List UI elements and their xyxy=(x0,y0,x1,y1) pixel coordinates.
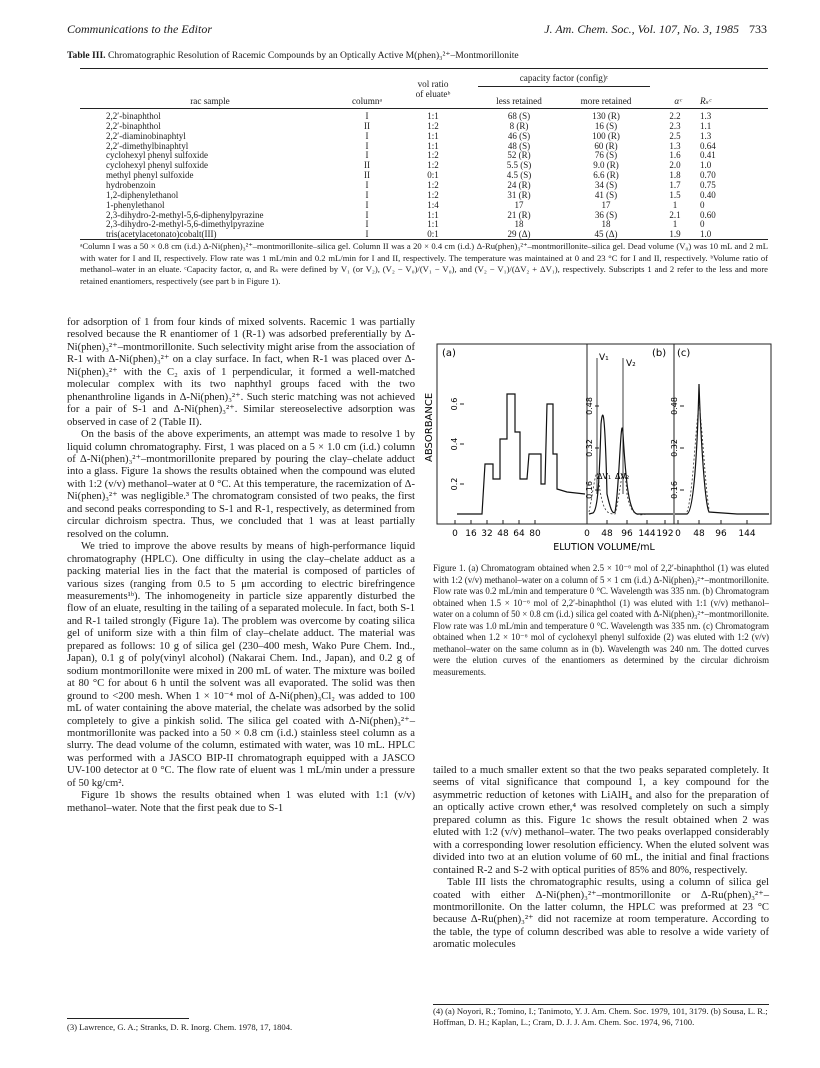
table-cell: 1 xyxy=(672,199,678,210)
table-cell: 2.0 xyxy=(669,160,681,171)
table-cell: II xyxy=(364,160,370,171)
table-cell: 0:1 xyxy=(427,170,439,181)
table-cell: 1.0 xyxy=(700,229,712,240)
header-vol-ratio-2: of eluateᵇ xyxy=(415,89,451,99)
trace-a xyxy=(457,394,585,514)
table-top-rule xyxy=(80,68,768,69)
journal-citation: J. Am. Chem. Soc., Vol. 107, No. 3, 1985 733 xyxy=(544,22,767,36)
table-cell: 31 (R) xyxy=(507,189,531,200)
header-less-retained: less retained xyxy=(496,96,542,106)
table-cell: 21 (R) xyxy=(507,209,531,220)
trace-c xyxy=(675,384,769,514)
y-tick-label: 0.16 xyxy=(670,481,679,499)
table-cell: 4.5 (S) xyxy=(506,170,532,181)
table-cell: 0.40 xyxy=(700,189,716,200)
table-cell: II xyxy=(364,170,370,181)
y-tick-label: 0.2 xyxy=(450,477,459,491)
table-cell: 46 (S) xyxy=(507,130,531,141)
x-tick-label: 144 xyxy=(638,529,656,539)
table-cell: 1:1 xyxy=(427,140,439,151)
table-cell: 17 xyxy=(514,199,524,210)
reference-4: (4) (a) Noyori, R.; Tomino, I.; Tanimoto, Y. J. Am. Chem. Soc. 1979, 101, 3179. (b) Sousa, L. R.; Hoffman, D. H.; Kaplan, L.; Cram, D. J. J. Am. Chem. Soc. 1974, 96, 7100. xyxy=(433,1006,768,1028)
paragraph: We tried to improve the above results by means of high-performance liquid chromatography (HPLC). One difficulty in using the clay–chelate adduct as a packing material lies in the fact that the material is composed of particles of various sizes (ranging from 0.5 to 5 μm according to electric birefringence measurements¹ᵇ). The inhomogeneity in particle size apparently disturbed the flow of an eluate, resulting in the tailing of a separated molecule. In fact, both S-1 and R-1 tailed strongly (Figure 1a). The problem was overcome by coating silica gel of uniform size with a thin film of clay–chelate adduct. The material was prepared as follows: 10 g of silica gel (230–400 mesh, Wako Pure Chem. Ind., Japan), 0.1 g of poly(vinyl alcohol) (Nakarai Chem. Ind., Japan), and 0.2 g of sodium montmorillonite were mixed in 200 mL of water. The mixture was boiled at 80 °C for about 6 h until the solvent was all evaporated. The solid was then ground to <200 mesh. When 1 × 10⁻⁴ mol of Δ-Ni(phen)₃Cl₂ was added to 100 mL of water containing the above material, the chelate was adsorbed by the solid completely to give a pinkish solid. The silica gel coated with Δ-Ni(phen)₃²⁺–montmorillonite was packed into a 50 × 0.8 cm (i.d.) stainless steel column as a slurry. The dead volume of the column, estimated with water, was 10 mL. HPLC was performed with a JASCO BIP-II chromatograph equipped with a JASCO UV-100 detector at 0 °C. The flow rate of eluent was 1 mL/min under a pressure of 50 kg/cm². xyxy=(67,541,415,789)
table-title: Chromatographic Resolution of Racemic Compounds by an Optically Active M(phen)₃²⁺–Montmorillonite xyxy=(107,50,519,61)
table-cell: I xyxy=(365,219,369,230)
x-tick-label: 144 xyxy=(738,529,756,539)
table-cell: 45 (Δ) xyxy=(594,229,618,240)
table-cell: 60 (R) xyxy=(594,140,618,151)
panel-label-a: (a) xyxy=(442,348,456,359)
header-rs: Rₛᶜ xyxy=(700,96,712,106)
table-cell: 1.8 xyxy=(669,170,681,181)
x-tick-label: 0 xyxy=(675,529,681,539)
table-cell: I xyxy=(365,229,369,240)
v2-label: V₂ xyxy=(626,359,636,369)
table-row-sample: 1,2-diphenylethanol xyxy=(106,189,179,200)
table-cell: 41 (S) xyxy=(594,189,618,200)
v1-label: V₁ xyxy=(599,353,609,363)
table-cell: 2.2 xyxy=(669,111,681,121)
paragraph: On the basis of the above experiments, an attempt was made to resolve 1 by liquid column chromatography. First, 1 was placed on a 5 × 1.0 cm (i.d.) column of Δ-Ni(phen)₃²⁺–montmorillonite prepared by pouring the clay–chelate adduct into a glass. Figure 1a shows the results obtained when the compound was eluted with 1:2 (v/v) methanol–water at 0 °C. At this temperature, the racemization of Δ-Ni(phen)₃²⁺ was negligible.³ The chromatogram consisted of two peaks, the first and second peaks corresponding to S-1 and R-1, respectively, as determined from circular dichroism spectra. Thus, we concluded that 1 was at least partially resolved on the column. xyxy=(67,429,415,540)
table-cell: 52 (R) xyxy=(507,150,531,161)
header-capacity-factor: capacity factor (config)ᶜ xyxy=(519,73,609,83)
table-cell: 1.1 xyxy=(700,120,712,131)
table-cell: 130 (R) xyxy=(592,111,620,121)
table-cell: 2.3 xyxy=(669,120,681,131)
table-cell: 34 (S) xyxy=(594,179,618,190)
table-row-sample: tris(acetylacetonato)cobalt(III) xyxy=(106,229,217,240)
header-rac-sample: rac sample xyxy=(190,96,230,106)
table-cell: 0.64 xyxy=(700,140,716,151)
y-tick-label: 0.48 xyxy=(585,397,594,415)
table-cell: 17 xyxy=(601,199,611,210)
table-cell: 18 xyxy=(601,219,611,230)
table-cell: 18 xyxy=(514,219,524,230)
table-cell: 1:2 xyxy=(427,189,439,200)
table-cell: 0.41 xyxy=(700,150,716,161)
y-tick-label: 0.32 xyxy=(585,439,594,457)
table-label: Table III. xyxy=(67,50,106,61)
table-cell: 1.3 xyxy=(669,140,681,151)
table-cell: I xyxy=(365,189,369,200)
table-cell: 1:2 xyxy=(427,150,439,161)
y-axis-label: ABSORBANCE xyxy=(424,392,435,462)
x-axis-label: ELUTION VOLUME/mL xyxy=(553,542,655,553)
x-tick-label: 0 xyxy=(584,529,590,539)
table-bottom-rule xyxy=(80,239,768,240)
table-row-sample: 2,3-dihydro-2-methyl-5,6-dimethylpyrazine xyxy=(106,219,264,230)
footnote-rule-left xyxy=(67,1018,189,1019)
table-header-rule xyxy=(80,108,768,109)
table-cell: 0:1 xyxy=(427,229,439,240)
table-cell: 1:4 xyxy=(427,199,439,210)
x-tick-label: 48 xyxy=(497,529,509,539)
table-cell: 16 (S) xyxy=(594,120,618,131)
x-tick-label: 16 xyxy=(465,529,477,539)
figure-caption: Figure 1. (a) Chromatogram obtained when 2.5 × 10⁻⁶ mol of 2,2′-binaphthol (1) was eluted with 1:2 (v/v) methanol–water on a column of 5 × 1 cm (i.d.) Δ-Ni(phen)₃²⁺–montmorillonite. Flow rate was 0.2 mL/min and temperature 0 °C. Wavelength was 335 nm. (b) Chromatogram obtained when 1.5 × 10⁻⁶ mol of 2,2′-binaphthol (1) was eluted with 1:1 (v/v) methanol–water on a column of 50 × 0.8 cm (i.d.) silica gel coated with Δ-Ni(phen)₃²⁺–montmorillonite. Flow rate was 1.0 mL/min and temperature 0 °C. Wavelength was 335 nm. (c) Chromatogram obtained when 1.2 × 10⁻⁶ mol of cyclohexyl phenyl sulfoxide (2) was eluted with 1:2 (v/v) methanol–water on the same column as in (b). Wavelength was 240 nm. The dotted curves were the elution curves of the enantiomers as determined by the circular dichroism measurements. xyxy=(433,563,769,677)
delta-v2-label: ΔV₂ xyxy=(615,472,630,481)
table-cell: 0 xyxy=(700,199,705,210)
table-cell: 1.3 xyxy=(700,130,712,141)
x-tick-label: 64 xyxy=(513,529,525,539)
paragraph: tailed to a much smaller extent so that the two peaks separated completely. It seems of vital significance that compound 1, a key compound for the asymmetric reduction of ketones with LiAlH₄ and also for the preparation of an optically active crown ether,⁴ was resolved completely on such a simply prepared column as this. Figure 1c shows the result obtained when 2 was eluted with 1:2 (v/v) methanol–water. The two peaks overlapped considerably with a corresponding lower resolution efficiency. When the eluted solvent was divided into two at an elution volume of 60 mL, the initial and final fractions contained R-2 and S-2 with optical purities of 85% and 80%, respectively. xyxy=(433,765,769,876)
table-row-sample: 2,2′-binaphthol xyxy=(106,111,161,121)
x-tick-label: 96 xyxy=(715,529,727,539)
paragraph: Figure 1b shows the results obtained when 1 was eluted with 1:1 (v/v) methanol–water. Note that the first peak due to S-1 xyxy=(67,790,415,814)
table-cell: I xyxy=(365,150,369,161)
table-cell: 76 (S) xyxy=(594,150,618,161)
y-tick-label: 0.4 xyxy=(450,437,459,451)
table-cell: 1.3 xyxy=(700,111,712,121)
table-cell: 1.5 xyxy=(669,189,681,200)
table-group-rule xyxy=(478,86,650,87)
table-row-sample: methyl phenyl sulfoxide xyxy=(106,170,194,181)
table-cell: I xyxy=(365,209,369,220)
x-tick-label: 48 xyxy=(693,529,705,539)
table-cell: 0.75 xyxy=(700,179,716,190)
table-cell: 48 (S) xyxy=(507,140,531,151)
delta-v1-label: ΔV₁ xyxy=(597,472,612,481)
plot-frame xyxy=(437,344,771,524)
header-column: columnᵃ xyxy=(351,96,383,106)
paragraph: for adsorption of 1 from four kinds of mixed solvents. Racemic 1 was partially resolved because the R enantiomer of 1 (R-1) was adsorbed preferentially by Δ-Ni(phen)₃²⁺–montmorillonite. Such selectivity might arise from the association of R-1 with Δ-Ni(phen)₃²⁺ on a clay surface. In fact, when R-1 was placed over Δ-Ni(phen)₃²⁺ with the C₂ axis of 1 perpendicular, it formed a well-matched molecular complex with its two naphthyl groups faced with the two phenanthroline ligands in Δ-Ni(phen)₃²⁺. Such steric matching was not achieved for a pair of S-1 and Δ-Ni(phen)₃²⁺. Similar stereoselective adsorption was observed in case of 2 (Table II). xyxy=(67,317,415,428)
panel-label-b: (b) xyxy=(652,348,667,359)
x-tick-label: 48 xyxy=(601,529,613,539)
table-cell: 1:2 xyxy=(427,120,439,131)
page-number: 733 xyxy=(749,22,767,36)
table-cell: 2.1 xyxy=(669,209,681,220)
table-footnote: ᵃColumn I was a 50 × 0.8 cm (i.d.) Δ-Ni(phen)₃²⁺–montmorillonite–silica gel. Column II was a 20 × 0.4 cm (i.d.) Δ-Ru(phen)₃²⁺–montmorillonite–silica gel. Dead volume (V₀) was 10 mL and 2 mL with water for I and II, respectively. Flow rate was 1 mL/min and 0.2 mL/min for I and II, respectively. The temperature was maintained at 0 and 23 °C for I and II, respectively. ᵇVolume ratio of methanol–water in an eluate. ᶜCapacity factor, α, and Rₛ were defined by V₁ (or V₂), (V₂ − V₀)/(V₁ − V₀), and (V₂ − V₁)/(ΔV₂ + ΔV₁), respectively. Subscripts 1 and 2 refer to the less and more retained enantiomers, respectively (see part b in Figure 1). xyxy=(80,241,768,286)
table-cell: 24 (R) xyxy=(507,179,531,190)
y-tick-label: 0.48 xyxy=(670,397,679,415)
table-cell: 8 (R) xyxy=(509,120,529,131)
table-cell: 6.6 (R) xyxy=(593,170,619,181)
table-cell: 9.0 (R) xyxy=(593,160,619,171)
footnote-rule-right xyxy=(433,1004,769,1005)
table-cell: 1.7 xyxy=(669,179,681,190)
table-row-sample: 1-phenylethanol xyxy=(106,199,165,210)
table-cell: 68 (S) xyxy=(507,111,531,121)
table-cell: 100 (R) xyxy=(592,130,620,141)
panel-label-c: (c) xyxy=(677,348,691,359)
running-header xyxy=(67,22,767,38)
y-tick-label: 0.6 xyxy=(450,397,459,411)
header-vol-ratio-1: vol ratio xyxy=(417,79,449,89)
table-cell: I xyxy=(365,199,369,210)
table-cell: 1.9 xyxy=(669,229,681,240)
table-cell: I xyxy=(365,130,369,141)
y-tick-label: 0.32 xyxy=(670,439,679,457)
table-cell: 36 (S) xyxy=(594,209,618,220)
x-tick-label: 32 xyxy=(481,529,493,539)
chromatogram-plot xyxy=(424,344,771,562)
table-cell: 1 xyxy=(672,219,678,230)
table-cell: 1:1 xyxy=(427,111,439,121)
trace-b xyxy=(589,415,673,514)
table-cell: 5.5 (S) xyxy=(506,160,532,171)
table-cell: 1:1 xyxy=(427,219,439,230)
reference-3: (3) Lawrence, G. A.; Stranks, D. R. Inorg. Chem. 1978, 17, 1804. xyxy=(67,1022,293,1032)
table-cell: II xyxy=(364,120,370,131)
table-cell: I xyxy=(365,179,369,190)
table-cell: I xyxy=(365,140,369,151)
x-tick-label: 80 xyxy=(529,529,541,539)
right-column xyxy=(433,765,769,1025)
table-cell: 1.0 xyxy=(700,160,712,171)
table-row-sample: 2,2′-binaphthol xyxy=(106,120,161,131)
section-title: Communications to the Editor xyxy=(67,22,212,36)
header-alpha: αᶜ xyxy=(674,96,682,106)
table-cell: I xyxy=(365,111,369,121)
table-caption xyxy=(67,50,767,61)
table-cell: 0.70 xyxy=(700,170,716,181)
table-row-sample: hydrobenzoin xyxy=(106,179,156,190)
table-cell: 0.60 xyxy=(700,209,716,220)
header-more-retained: more retained xyxy=(580,96,632,106)
table-cell: 1:2 xyxy=(427,179,439,190)
y-tick-label: 0.16 xyxy=(585,481,594,499)
table-row-sample: 2,2′-dimethylbinaphtyl xyxy=(106,140,189,151)
table-cell: 2.5 xyxy=(669,130,681,141)
table-cell: 0 xyxy=(700,219,705,230)
x-tick-label: 0 xyxy=(452,529,458,539)
table-cell: 1:1 xyxy=(427,130,439,141)
table-cell: 1.6 xyxy=(669,150,681,161)
table-row-sample: 2,2′-diaminobinaphtyl xyxy=(106,130,186,141)
x-tick-label: 96 xyxy=(621,529,633,539)
table-row-sample: 2,3-dihydro-2-methyl-5,6-diphenylpyrazine xyxy=(106,209,264,220)
table-row-sample: cyclohexyl phenyl sulfoxide xyxy=(106,150,208,161)
figure-1 xyxy=(424,344,771,562)
x-tick-label: 192 xyxy=(656,529,674,539)
table-cell: 1:2 xyxy=(427,160,439,171)
left-column xyxy=(67,317,415,997)
table-cell: 29 (Δ) xyxy=(507,229,531,240)
table-cell: 1:1 xyxy=(427,209,439,220)
paragraph: Table III lists the chromatographic results, using a column of silica gel coated with either Δ-Ni(phen)₃²⁺–montmorillonite or Δ-Ru(phen)₃²⁺–montmorillonite. On the latter column, the HPLC was preformed at 23 °C because Δ-Ru(phen)₃²⁺ did not racemize at room temperature. According to the table, the type of column described was able to resolve a wide variety of aromatic molecules xyxy=(433,877,769,951)
table-row-sample: cyclohexyl phenyl sulfoxide xyxy=(106,160,208,171)
